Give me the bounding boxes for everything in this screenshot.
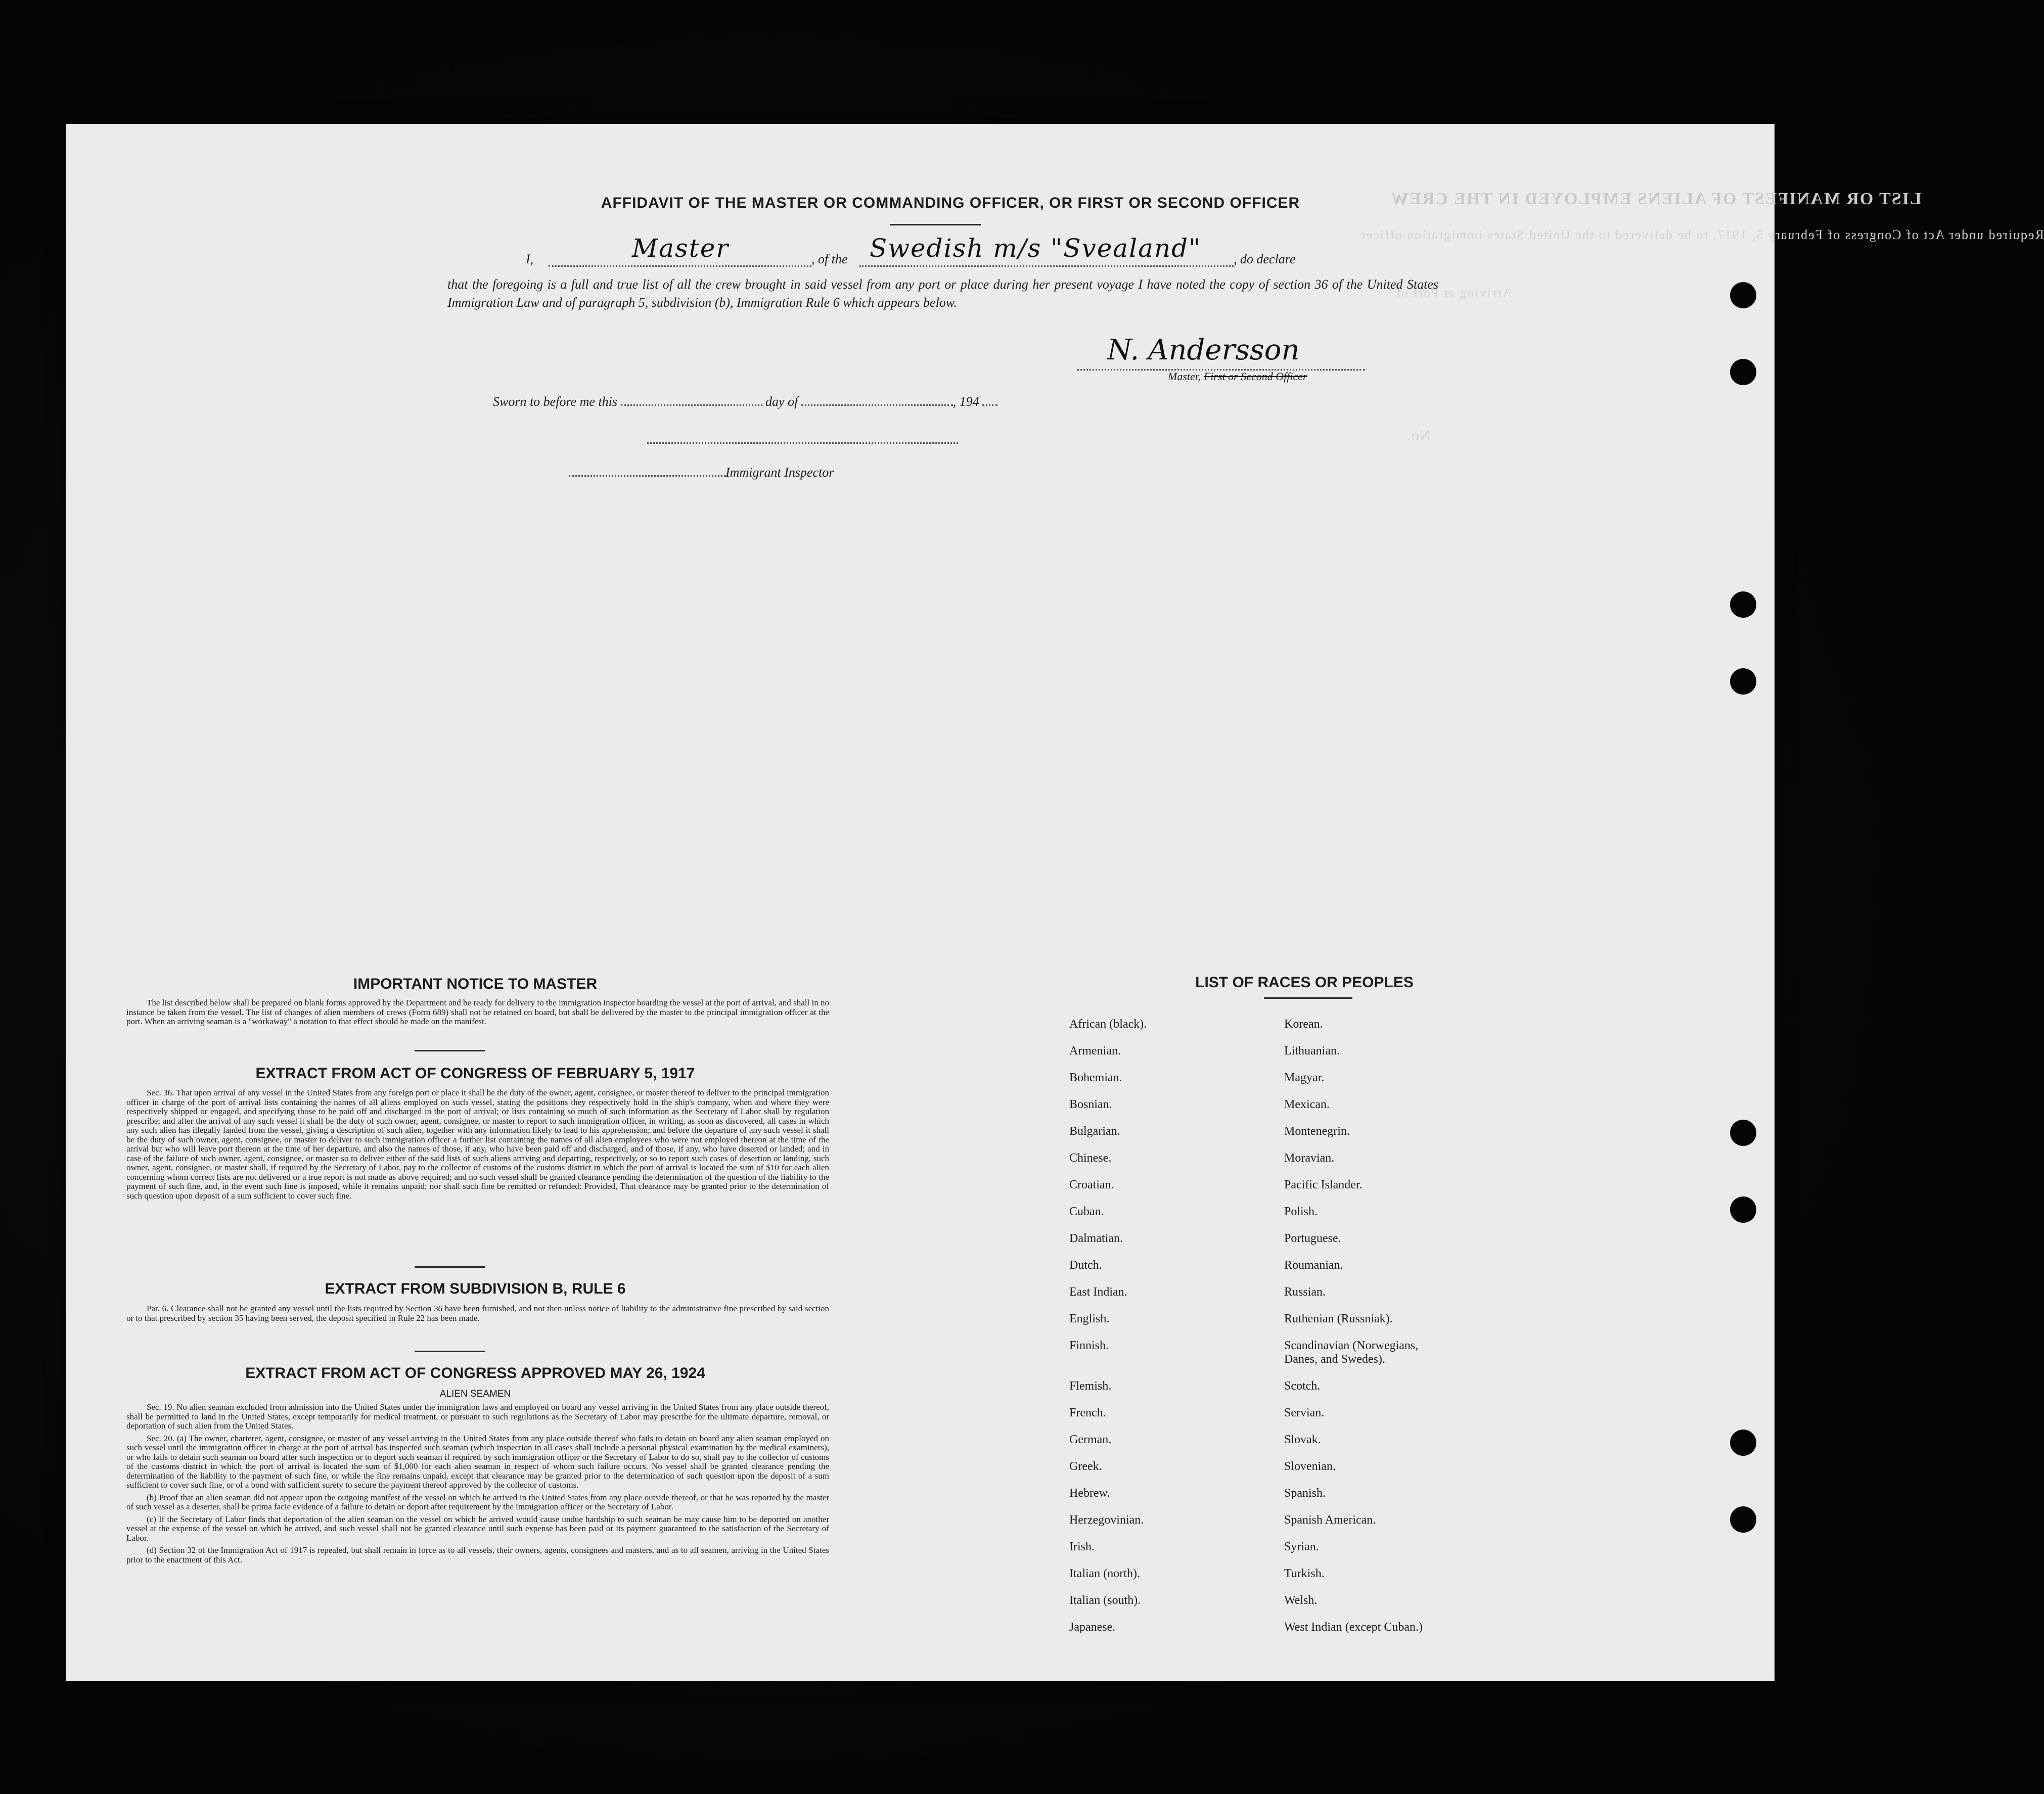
race-entry-right: Syrian. [1284,1540,1319,1553]
rank-fill-line [549,265,811,267]
race-entry-left: Bohemian. [1069,1071,1122,1084]
inspector-blank [569,473,725,477]
master-signature: N. Andersson [1107,334,1300,366]
of-the-label: , of the [811,252,848,266]
race-entry-right: Welsh. [1284,1594,1318,1607]
section-divider [415,1050,485,1051]
race-entry-right: Roumanian. [1284,1259,1343,1272]
race-row [1069,1044,1524,1071]
sworn-day-label: day of [765,394,798,409]
alien-seamen-subtitle: ALIEN SEAMEN [439,1389,511,1399]
race-entry-left: Dutch. [1069,1259,1102,1272]
extract-1924-text [126,1403,829,1568]
race-entry-right: Ruthenian (Russniak). [1284,1312,1393,1325]
race-row [1069,1071,1524,1098]
race-row [1069,1540,1524,1567]
race-entry-right: Lithuanian. [1284,1044,1340,1057]
extract-1917-title: EXTRACT FROM ACT OF CONGRESS OF FEBRUARY 5, 1917 [255,1065,695,1082]
sec-19-paragraph: Sec. 19. No alien seaman excluded from admission into the United States under the immigration laws and employed on board any vessel arriving in the United States from any place outside thereof, shall be permitted to land in the United States, except temporarily for medical treatment, or pursuant to such regulations as the Secretary of Labor may prescribe for the ultimate departure, removal, or deportation of such alien from the United States. [126,1402,829,1431]
extract-rule6-text [126,1304,829,1326]
sworn-month-blank [801,402,953,406]
race-entry-left: English. [1069,1312,1110,1325]
extract-rule6-title: EXTRACT FROM SUBDIVISION B, RULE 6 [325,1280,626,1297]
race-entry-left: Finnish. [1069,1339,1109,1352]
race-entry-right: Polish. [1284,1205,1318,1218]
race-row [1069,1285,1524,1312]
race-entry-left: Chinese. [1069,1152,1112,1165]
race-entry-left: Armenian. [1069,1044,1121,1057]
race-entry-left: French. [1069,1406,1106,1419]
race-row [1069,1339,1524,1366]
race-row [1069,1406,1524,1433]
declaration-first-line [447,234,1438,275]
sworn-line [493,394,997,409]
punch-hole [1730,591,1756,618]
race-entry-right: Korean. [1284,1018,1323,1031]
race-entry-left: Japanese. [1069,1621,1116,1634]
title-divider [890,224,981,225]
signature-caption-master: Master, [1168,370,1204,383]
race-entry-right: Slovenian. [1284,1460,1336,1473]
sworn-date-blank [621,402,762,406]
bleed-through-number: No. [1405,427,1431,444]
race-entry-left: Croatian. [1069,1178,1114,1191]
race-entry-left: Hebrew. [1069,1487,1110,1500]
bleed-through-subheading: Required under Act of Congress of February 5, 1917, to be delivered to the United States immigration officer [1360,227,2044,242]
race-row [1069,1567,1524,1594]
race-row [1069,1018,1524,1044]
i-prefix: I, [526,252,534,266]
race-row [1069,1487,1524,1513]
signature-caption-struck: First or Second Officer [1203,370,1307,383]
section-divider [415,1351,485,1352]
race-entry-right: Servian. [1284,1406,1325,1419]
sec-20c-paragraph: (c) If the Secretary of Labor finds that deportation of the alien seaman on the vessel on which he arrived would cause undue hardship to such seaman he may cause him to be deported on another vessel at the expense of the vessel on which he arrived, and such vessel shall not be granted clearance until such expense has been paid or its payment guaranteed to the satisfaction of the Secretary of Labor. [126,1514,829,1543]
race-entry-right: Slovak. [1284,1433,1321,1446]
par-6-paragraph: Par. 6. Clearance shall not be granted any vessel until the lists required by Section 36 have been furnished, and not then unless notice of liability to the administrative fine prescribed by said section or to that prescribed by section 35 having been served, the deposit specified in Rule 22 has been made. [126,1304,829,1323]
race-entry-left: Dalmatian. [1069,1232,1123,1245]
vessel-fill-line [859,265,1234,267]
race-entry-right: Turkish. [1284,1567,1325,1580]
vessel-handwritten: Swedish m/s "Svealand" [870,234,1202,263]
race-row [1069,1232,1524,1259]
race-entry-right: Spanish American. [1284,1513,1376,1527]
race-entry-left: Italian (south). [1069,1594,1141,1607]
race-entry-left: Bulgarian. [1069,1125,1120,1138]
document-page [66,124,2044,1681]
race-entry-right: Spanish. [1284,1487,1326,1500]
race-row [1069,1621,1524,1647]
race-row [1069,1460,1524,1487]
race-entry-right: Russian. [1284,1285,1326,1299]
race-row [1069,1098,1524,1125]
punch-hole [1730,1197,1756,1223]
punch-hole [1730,359,1756,385]
declaration-text: that the foregoing is a full and true list of all the crew brought in said vessel from any port or place during her present voyage I have noted the copy of section 36 of the United States Immigration Law and of paragraph 5, subdivision (b), Immigration Rule 6 which appears below. [447,277,1438,310]
race-entry-right: Montenegrin. [1284,1125,1350,1138]
declaration-block [447,234,1438,312]
race-entry-right: Scotch. [1284,1379,1321,1393]
race-entry-right: West Indian (except Cuban.) [1284,1621,1423,1634]
races-title-divider [1264,997,1352,999]
race-row [1069,1513,1524,1540]
sec-20b-paragraph: (b) Proof that an alien seaman did not appear upon the outgoing manifest of the vessel on which he arrived in the United States from any place outside thereof, or that he was reported by the master of such vessel as a deserter, shall be prima facie evidence of a failure to detain or deport after requirement by the immigration officer or the Secretary of Labor. [126,1492,829,1511]
rank-handwritten: Master [632,234,730,263]
race-row [1069,1259,1524,1285]
extract-1917-text [126,1088,829,1204]
race-entry-left: Cuban. [1069,1205,1104,1218]
race-row [1069,1125,1524,1152]
race-entry-left: Flemish. [1069,1379,1112,1393]
race-entry-right: Moravian. [1284,1152,1335,1165]
punch-hole [1730,1430,1756,1456]
sworn-year-blank [982,402,997,406]
race-entry-right: Portuguese. [1284,1232,1341,1245]
race-row [1069,1152,1524,1178]
race-entry-left: African (black). [1069,1018,1147,1031]
race-entry-right: Mexican. [1284,1098,1330,1111]
affidavit-title: AFFIDAVIT OF THE MASTER OR COMMANDING OFFICER, OR FIRST OR SECOND OFFICER [601,195,1300,211]
witness-blank-line [647,442,958,444]
punch-hole [1730,282,1756,308]
section-36-paragraph: Sec. 36. That upon arrival of any vessel in the United States from any foreign port or place it shall be the duty of the owner, agent, consignee, or master thereof to deliver to the principal immigration officer in charge of the port of arrival lists containing the names of all aliens employed on such vessel, stating the positions they respectively hold in the ship's company, when and where they were respectively shipped or engaged, and specifying those to be paid off and discharged in the port of arrival; or lists containing so much of such information as the Secretary of Labor shall by regulation prescribe; and after the arrival of any such vessel it shall be the duty of such owner, agent, consignee, or master to report to such immigration officer, in writing, as soon as discovered, all cases in which any such alien has illegally landed from the vessel, giving a description of such alien, together with any information likely to lead to his apprehension; and before the departure of any such vessel it shall be the duty of such owner, agent, consignee, or master to deliver to such immigration officer a further list containing the names of all alien employees who were not employed thereon at the time of the arrival but who will leave port thereon at the time of her departure, and also the names of those, if any, who have been paid off and discharged, and of those, if any, who have deserted or landed; and in case of the failure of such owner, agent, consignee, or master so to deliver either of the said lists of such aliens arriving and departing, respectively, or so to report such cases of desertion or landing, such owner, agent, consignee, or master shall, if required by the Secretary of Labor, pay to the collector of customs of the customs district in which the port of arrival is located the sum of $10 for each alien concerning whom correct lists are not delivered or a true report is not made as above required; and no such vessel shall be granted clearance pending the determination of the question of the liability to the payment of such fine, and, in the event such fine is imposed, while it remains unpaid; nor shall such fine be remitted or refunded: Provided, That clearance may be granted prior to the determination of such question upon deposit of a sum sufficient to cover such fine. [126,1088,829,1201]
sec-20d-paragraph: (d) Section 32 of the Immigration Act of 1917 is repealed, but shall remain in force as to all vessels, their owners, agents, consignees and masters, and as to all seamen, arriving in the United States prior to the enactment of this Act. [126,1545,829,1565]
race-row [1069,1205,1524,1232]
race-entry-left: Bosnian. [1069,1098,1112,1111]
sworn-year-label: , 194 [952,394,979,409]
race-row [1069,1178,1524,1205]
punch-hole [1730,1506,1756,1533]
punch-hole [1730,1120,1756,1146]
race-entry-left: Herzegovinian. [1069,1513,1144,1527]
race-row [1069,1594,1524,1621]
sec-20a-paragraph: Sec. 20. (a) The owner, charterer, agent, consignee, or master of any vessel arriving in the United States from any place outside thereof who fails to detain on board any alien seaman employed on such vessel until the immigration officer in charge at the port of arrival has inspected such seaman (which inspection in all cases shall include a personal physical examination by the medical examiners), or who fails to detain such seaman on board after such inspection or to deport such seaman if required by such immigration officer or the Secretary of Labor to do so, shall pay to the collector of customs of the customs district in which the port of arrival is located the sum of $1,000 for each alien seaman in respect of whom such failure occurs. No vessel shall be granted clearance pending the determination of the liability to the payment of such fine, or while the fine remains unpaid, except that clearance may be granted prior to the determination of such question upon the deposit of a sum sufficient to cover such fine, or of a bond with sufficient surety to secure the payment thereof approved by the collector of customs. [126,1433,829,1490]
notice-title: IMPORTANT NOTICE TO MASTER [353,976,598,992]
race-row [1069,1379,1524,1406]
race-entry-left: Greek. [1069,1460,1102,1473]
race-row [1069,1312,1524,1339]
inspector-label: Immigrant Inspector [725,465,834,480]
sworn-prefix: Sworn to before me this [493,394,618,409]
bleed-through-heading: LIST OR MANIFEST OF ALIENS EMPLOYED IN THE CREW [1390,190,1922,208]
signature-caption [1168,370,1307,383]
race-entry-right: Magyar. [1284,1071,1325,1084]
notice-paragraph: The list described below shall be prepared on blank forms approved by the Department and be ready for delivery to the immigration inspector boarding the vessel at the port of arrival, and shall in no instance be taken from the vessel. The list of changes of alien members of crews (Form 689) shall not be retained on board, but shall be delivered by the master to the principal immigration officer at the port. When an arriving seaman is a "workaway" a notation to that effect should be made on the manifest. [126,998,829,1026]
races-title: LIST OF RACES OR PEOPLES [1195,974,1414,991]
section-divider [415,1266,485,1268]
race-entry-left: Italian (north). [1069,1567,1140,1580]
race-entry-left: Irish. [1069,1540,1095,1553]
race-row [1069,1433,1524,1460]
inspector-line [725,465,834,480]
race-entry-right: Pacific Islander. [1284,1178,1362,1191]
do-declare-label: , do declare [1234,252,1296,266]
extract-1924-title: EXTRACT FROM ACT OF CONGRESS APPROVED MAY 26, 1924 [245,1365,705,1382]
race-entry-left: East Indian. [1069,1285,1127,1299]
bleed-through-port: Arriving at Port of [1395,286,1512,300]
punch-hole [1730,668,1756,695]
race-entry-right: Scandinavian (Norwegians, Danes, and Swedes). [1284,1339,1419,1366]
race-entry-left: German. [1069,1433,1112,1446]
notice-text [126,998,829,1030]
